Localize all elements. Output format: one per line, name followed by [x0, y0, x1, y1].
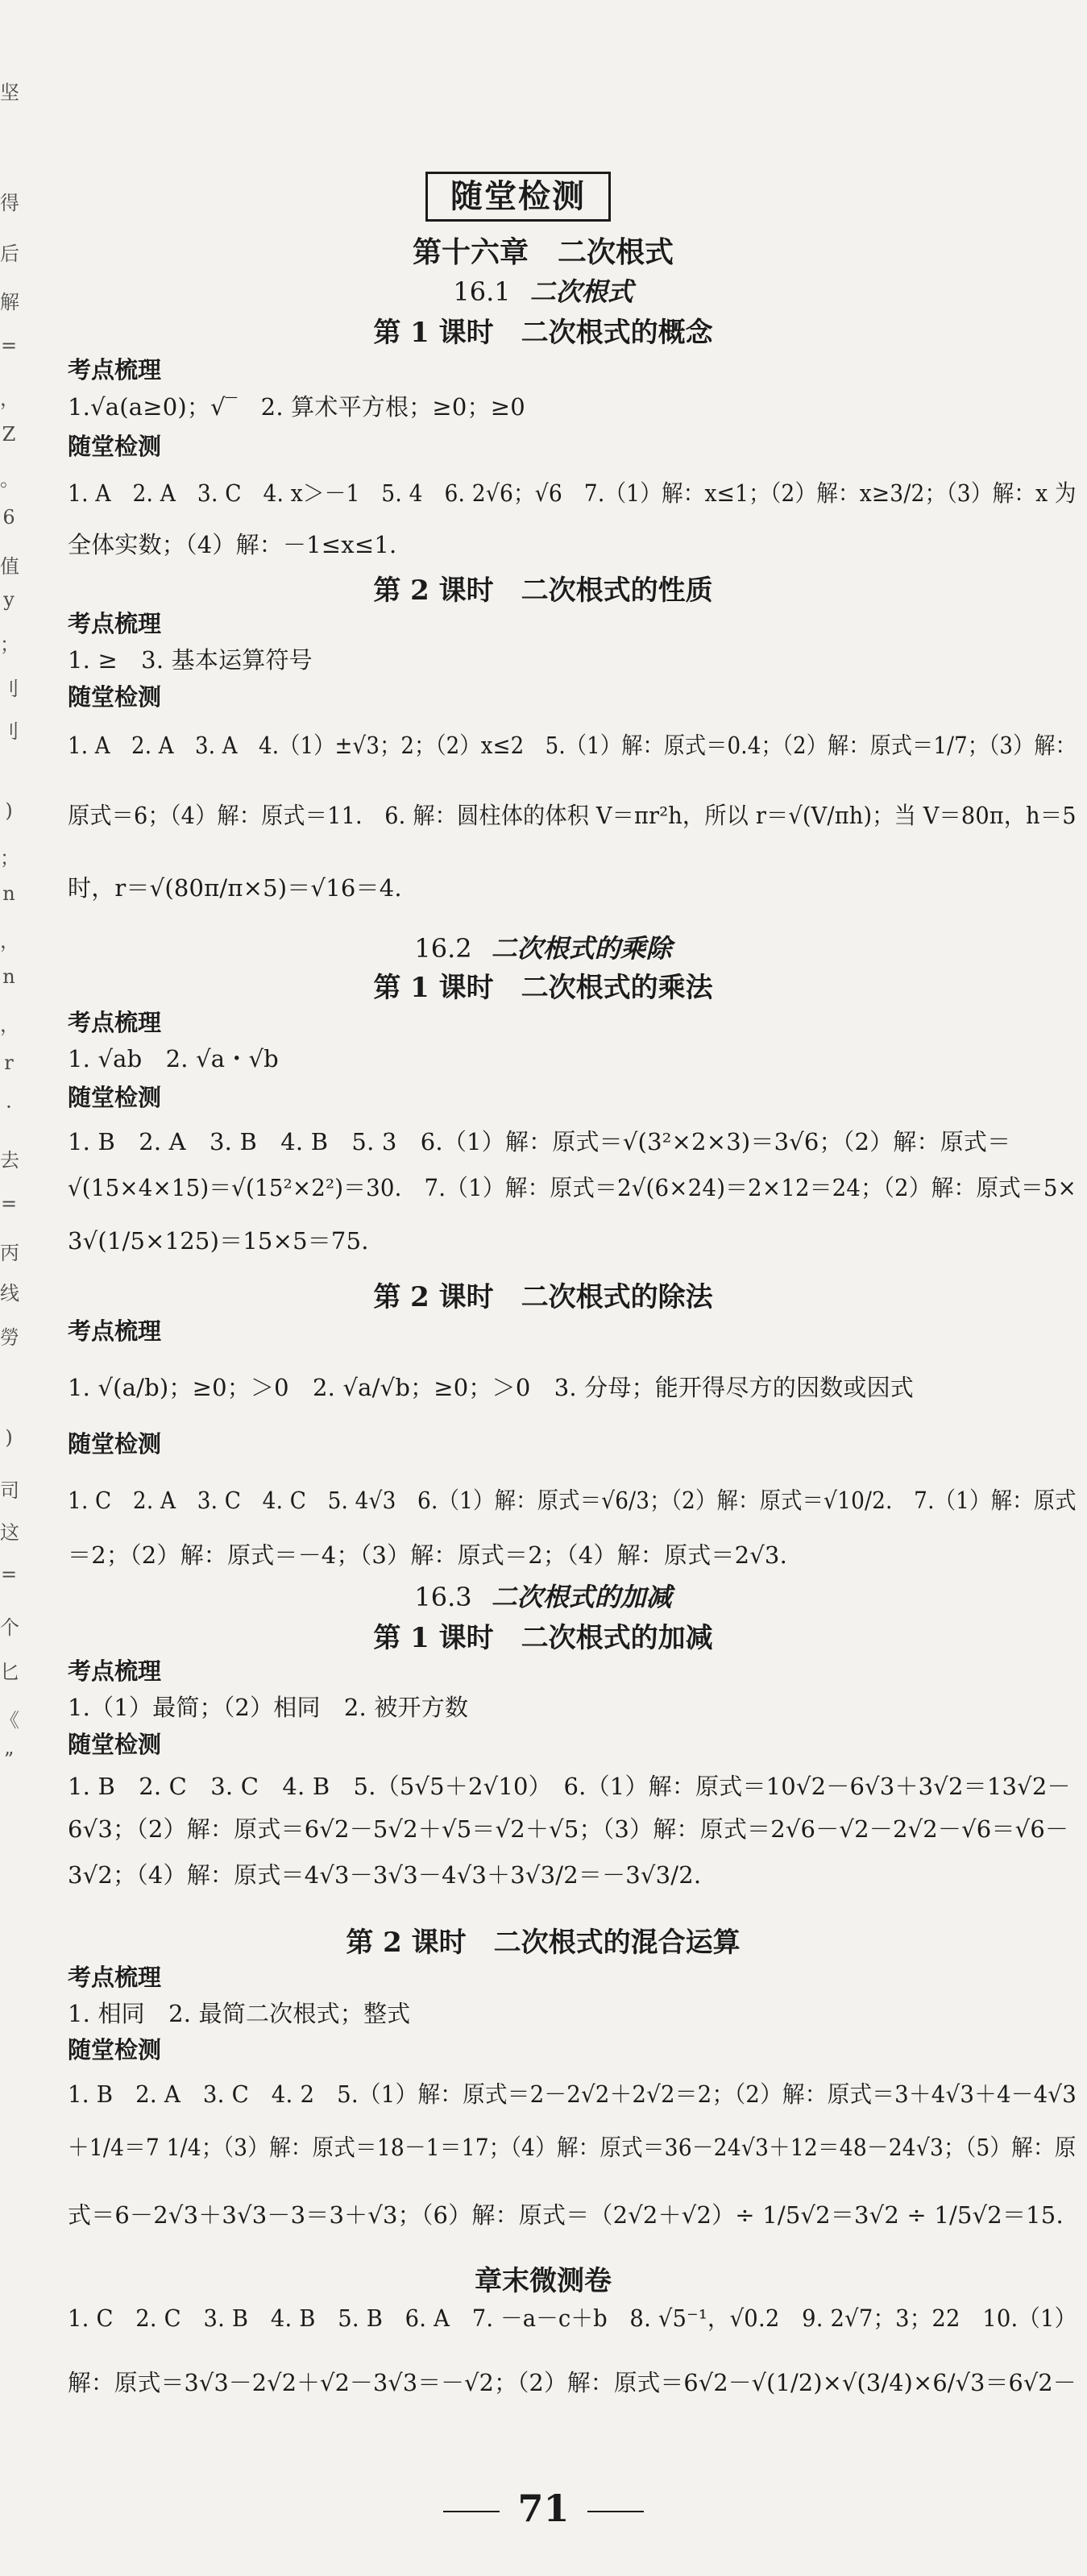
section-name: 二次根式的加减	[491, 1582, 672, 1612]
answer-line: 1.√a(a≥0)；√‾ 2. 算术平方根；≥0；≥0	[68, 393, 525, 421]
answer-line: 1. C 2. C 3. B 4. B 5. B 6. A 7. －a－c＋b 8. √5⁻¹，√0.2 9. 2√7；3；22 10.（1）	[68, 2304, 1077, 2332]
margin-char: ·	[6, 1096, 12, 1118]
answer-line: 原式＝6；（4）解：原式＝11. 6. 解：圆柱体的体积 V＝πr²h，所以 r＝√(V/πh)；当 V＝80π，h＝5	[68, 802, 1077, 829]
answer-line: ＝2；（2）解：原式＝－4；（3）解：原式＝2；（4）解：原式＝2√3.	[68, 1541, 788, 1569]
section-heading-16-1	[68, 272, 1019, 309]
review-label: 考点梳理	[68, 1317, 162, 1345]
check-label: 随堂检测	[68, 433, 162, 460]
answer-line: ＋1/4＝7 1/4；（3）解：原式＝18－1＝17；（4）解：原式＝36－24√3＋12＝48－24√3；（5）解：原	[68, 2134, 1077, 2161]
margin-char: ”	[3, 1748, 15, 1771]
margin-char: =	[0, 1563, 18, 1586]
margin-char: 个	[0, 1616, 19, 1639]
margin-char: 坚	[0, 81, 19, 104]
section-number: 16.2	[414, 933, 472, 964]
box-title-text: 随堂检测	[450, 177, 586, 215]
margin-char: 《	[0, 1709, 19, 1732]
review-label: 考点梳理	[68, 356, 162, 384]
lesson-title: 第 1 课时 二次根式的概念	[373, 317, 713, 349]
section-name: 二次根式的乘除	[491, 933, 672, 964]
margin-char: ，	[0, 1014, 19, 1036]
check-label: 随堂检测	[68, 1084, 162, 1111]
margin-char: 匕	[0, 1661, 19, 1683]
answer-line: 式＝6－2√3＋3√3－3＝3＋√3；（6）解：原式＝（2√2＋√2）÷ 1/5√2＝3√2 ÷ 1/5√2＝15.	[68, 2201, 1064, 2229]
answer-line: 3√(1/5×125)＝15×5＝75.	[68, 1227, 369, 1255]
footer-dash	[443, 2511, 500, 2512]
margin-char: 刂	[0, 720, 19, 743]
margin-char: 去	[0, 1149, 19, 1172]
check-label: 随堂检测	[68, 2036, 162, 2064]
margin-char: 。	[0, 468, 19, 491]
answer-line: 1. ≥ 3. 基本运算符号	[68, 646, 313, 674]
check-label: 随堂检测	[68, 1731, 162, 1758]
margin-char: 值	[0, 555, 19, 578]
lesson-title: 第 1 课时 二次根式的加减	[373, 1622, 713, 1654]
section-number: 16.1	[453, 276, 511, 307]
answer-line: 3√2；（4）解：原式＝4√3－3√3－4√3＋3√3/2＝－3√3/2.	[68, 1861, 702, 1889]
answer-line: 1. A 2. A 3. C 4. x＞－1 5. 4 6. 2√6；√6 7.（1）解：x≤1；（2）解：x≥3/2；（3）解：x 为	[68, 479, 1077, 507]
answer-line: 6√3；（2）解：原式＝6√2－5√2＋√5＝√2＋√5；（3）解：原式＝2√6－√2－2√2－√6＝√6－	[68, 1815, 1069, 1843]
answer-line: 1. √ab 2. √a・√b	[68, 1045, 279, 1072]
check-label: 随堂检测	[68, 683, 162, 711]
margin-char: 解	[0, 291, 19, 313]
margin-char: )	[5, 1426, 13, 1449]
answer-line: 1.（1）最简；（2）相同 2. 被开方数	[68, 1694, 469, 1721]
answer-line: 1. A 2. A 3. A 4.（1）±√3；2；（2）x≤2 5.（1）解：原式＝0.4；（2）解：原式＝1/7；（3）解：	[68, 732, 1077, 759]
section-number: 16.3	[414, 1582, 472, 1612]
margin-char: Z	[2, 423, 16, 446]
margin-char: =	[0, 1193, 18, 1215]
margin-char: 得	[0, 192, 19, 214]
margin-char: 司	[0, 1479, 19, 1502]
check-label: 随堂检测	[68, 1430, 162, 1458]
margin-char: ；	[0, 847, 19, 869]
lesson-title: 第 1 课时 二次根式的乘法	[373, 972, 713, 1004]
margin-char: 6	[2, 506, 15, 529]
answer-line: √(15×4×15)＝√(15²×2²)＝30. 7.（1）解：原式＝2√(6×24)＝2×12＝24；（2）解：原式＝5×	[68, 1174, 1077, 1201]
answer-line: 1. √(a/b)；≥0；＞0 2. √a/√b；≥0；＞0 3. 分母；能开得尽方的因数或因式	[68, 1374, 914, 1401]
margin-char: 刂	[0, 678, 19, 700]
answer-line: 时，r＝√(80π/π×5)＝√16＝4.	[68, 874, 402, 902]
margin-char: =	[0, 334, 18, 357]
answer-line: 全体实数；（4）解：－1≤x≤1.	[68, 531, 397, 558]
chapter-title: 第十六章 二次根式	[412, 235, 674, 269]
review-label: 考点梳理	[68, 1964, 162, 1991]
answer-line: 1. B 2. C 3. C 4. B 5.（5√5＋2√10） 6.（1）解：原式＝10√2－6√3＋3√2＝13√2－	[68, 1773, 1071, 1800]
answer-line: 解：原式＝3√3－2√2＋√2－3√3＝－√2；（2）解：原式＝6√2－√(1/2)×√(3/4)×6/√3＝6√2－	[68, 2369, 1077, 2396]
margin-char: r	[4, 1052, 14, 1074]
answer-line: 1. 相同 2. 最简二次根式；整式	[68, 2000, 411, 2027]
left-margin-bleed	[0, 0, 18, 2576]
page-number: 71	[517, 2487, 570, 2530]
margin-char: 勞	[0, 1326, 19, 1349]
margin-char: 丙	[0, 1242, 19, 1264]
review-label: 考点梳理	[68, 1009, 162, 1036]
review-label: 考点梳理	[68, 1657, 162, 1685]
margin-char: y	[3, 588, 15, 611]
margin-char: n	[2, 965, 15, 988]
lesson-title: 第 2 课时 二次根式的混合运算	[346, 1927, 741, 1959]
answer-line: 1. B 2. A 3. B 4. B 5. 3 6.（1）解：原式＝√(3²×2×3)＝3√6；（2）解：原式＝	[68, 1128, 1011, 1155]
margin-char: n	[2, 882, 15, 905]
page-footer	[0, 2487, 1087, 2530]
footer-dash	[587, 2511, 644, 2512]
section-heading-16-3	[68, 1577, 1019, 1614]
section-heading-16-2	[68, 928, 1019, 965]
section-box-title	[425, 172, 611, 222]
section-name: 二次根式	[529, 276, 633, 307]
margin-char: )	[5, 799, 13, 822]
margin-char: ；	[0, 633, 19, 656]
margin-char: 这	[0, 1521, 19, 1544]
margin-char: 线	[0, 1282, 19, 1305]
lesson-title: 第 2 课时 二次根式的除法	[373, 1281, 713, 1313]
margin-char: 后	[0, 243, 19, 265]
margin-char: ，	[0, 388, 19, 410]
lesson-title: 第 2 课时 二次根式的性质	[373, 575, 713, 607]
margin-char: ，	[0, 930, 19, 952]
review-label: 考点梳理	[68, 610, 162, 637]
answer-line: 1. C 2. A 3. C 4. C 5. 4√3 6.（1）解：原式＝√6/3；（2）解：原式＝√10/2. 7.（1）解：原式	[68, 1487, 1077, 1514]
chapter-test-title: 章末微测卷	[475, 2265, 612, 2297]
answer-line: 1. B 2. A 3. C 4. 2 5.（1）解：原式＝2－2√2＋2√2＝2；（2）解：原式＝3＋4√3＋4－4√3	[68, 2080, 1077, 2108]
